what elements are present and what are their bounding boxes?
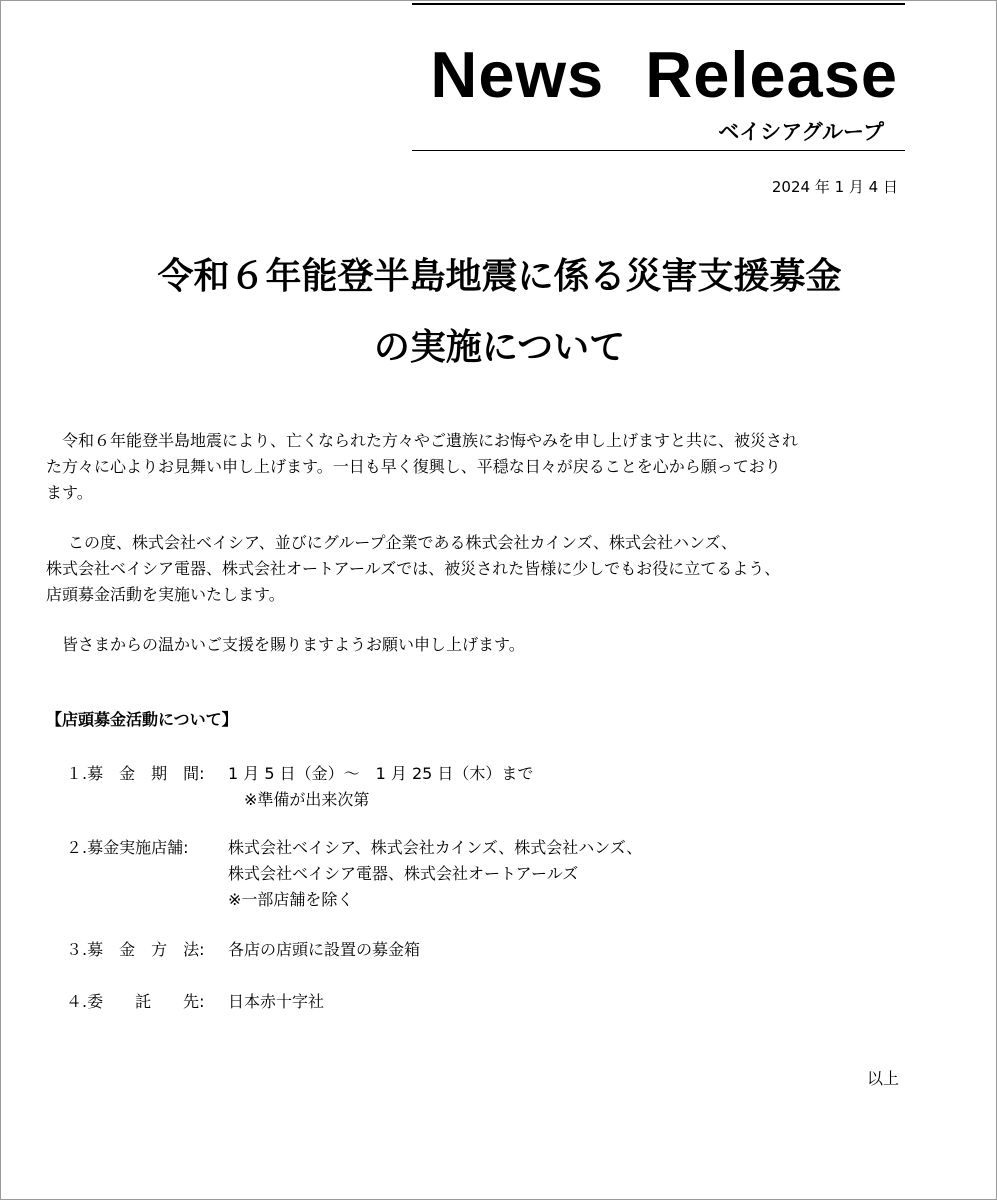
item-value-line: 株式会社ベイシア電器、株式会社オートアールズ bbox=[228, 864, 579, 883]
paragraph-line: ます。 bbox=[46, 483, 93, 502]
item-value-line: 各店の店頭に設置の募金箱 bbox=[228, 940, 421, 959]
item-value-line: ※一部店舗を除く bbox=[228, 890, 354, 909]
paragraph-announcement bbox=[46, 530, 906, 608]
item-value-line: 日本赤十字社 bbox=[228, 992, 325, 1011]
item-label: １.募 金 期 間: bbox=[66, 764, 205, 783]
company-name: ベイシアグループ bbox=[718, 120, 884, 144]
paragraph-line: 令和６年能登半島地震により、亡くなられた方々やご遺族にお悔やみを申し上げますと共に、被災され bbox=[62, 431, 799, 450]
item-value bbox=[228, 761, 533, 813]
paragraph-condolences bbox=[46, 428, 906, 506]
paragraph-line: この度、株式会社ベイシア、並びにグループ企業である株式会社カインズ、株式会社ハンズ、 bbox=[68, 533, 737, 552]
item-label: ３.募 金 方 法: bbox=[66, 940, 205, 959]
item-value-line: 1 月 5 日（金）～ 1 月 25 日（木）まで bbox=[228, 764, 534, 783]
news-release-masthead: News Release bbox=[430, 38, 898, 111]
item-value bbox=[228, 989, 324, 1015]
paragraph-line: た方々に心よりお見舞い申し上げます。一日も早く復興し、平穏な日々が戻ることを心から願っており bbox=[46, 457, 781, 476]
closing-remark: 以上 bbox=[866, 1069, 899, 1088]
paragraph-line: 株式会社ベイシア電器、株式会社オートアールズでは、被災された皆様に少しでもお役に立てるよう、 bbox=[46, 559, 781, 578]
paragraph-line: 皆さまからの温かいご支援を賜りますようお願い申し上げます。 bbox=[62, 635, 525, 654]
release-date: 2024 年 1 月 4 日 bbox=[771, 178, 898, 196]
document-title-line-2: の実施について bbox=[373, 327, 626, 368]
top-rule bbox=[412, 3, 905, 5]
item-label: ４.委 託 先: bbox=[66, 992, 205, 1011]
section-heading: 【店頭募金活動について】 bbox=[46, 710, 238, 729]
item-value bbox=[228, 835, 642, 913]
item-value-line: 株式会社ベイシア、株式会社カインズ、株式会社ハンズ、 bbox=[228, 838, 643, 857]
item-label: ２.募金実施店舗: bbox=[66, 838, 189, 857]
masthead-underline bbox=[412, 150, 905, 151]
document-title-line-1: 令和６年能登半島地震に係る災害支援募金 bbox=[157, 256, 842, 297]
item-value-line: ※準備が出来次第 bbox=[228, 790, 370, 809]
paragraph-line: 店頭募金活動を実施いたします。 bbox=[46, 585, 285, 604]
item-value bbox=[228, 937, 420, 963]
paragraph-request bbox=[46, 632, 906, 658]
